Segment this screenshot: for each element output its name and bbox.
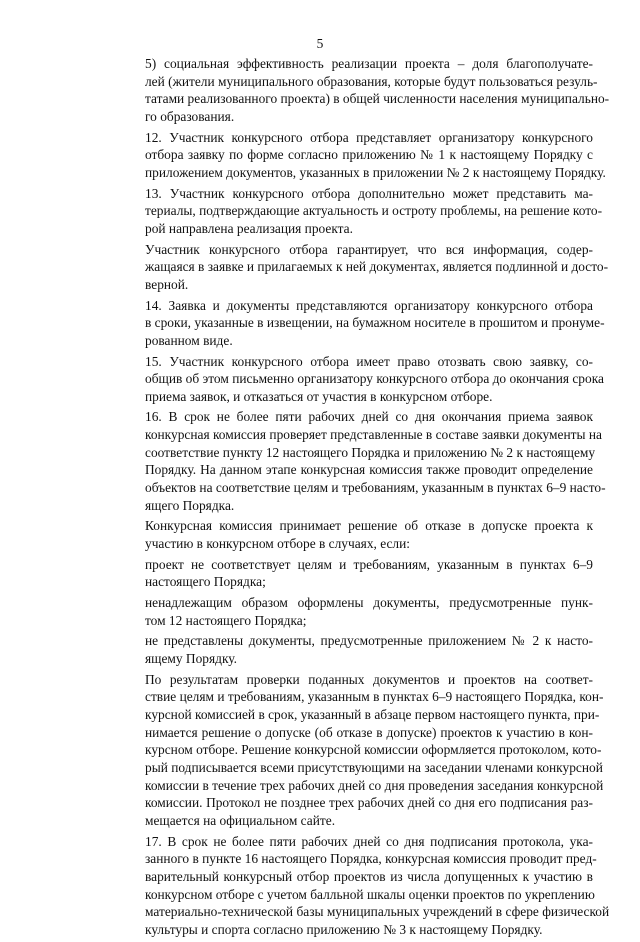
text-line: материально-технической базы муниципальных учреждений в сфере физической	[145, 904, 610, 920]
text-line: 12. Участник конкурсного отбора представляет организатору конкурсного	[145, 129, 593, 145]
text-line: отбора заявку по форме согласно приложению № 1 к настоящему Порядку с	[145, 147, 593, 163]
text-line: По результатам проверки поданных документов и проектов на соответ-	[145, 671, 593, 687]
text-line: ствие целям и требованиям, указанным в пунктах 6–9 настоящего Порядка, кон-	[145, 689, 604, 705]
text-line: верной.	[145, 276, 189, 292]
text-line: 13. Участник конкурсного отбора дополнительно может представить ма-	[145, 185, 593, 201]
text-line: нимается решение о допуске (об отказе в допуске) проектов к участию в кон-	[145, 724, 593, 740]
text-line: рой направлена реализация проекта.	[145, 220, 353, 236]
text-line: ящего Порядка.	[145, 497, 235, 513]
text-line: в сроки, указанные в извещении, на бумажном носителе в прошитом и пронуме-	[145, 315, 605, 331]
paragraph	[107, 55, 610, 126]
text-line: не представлены документы, предусмотренные приложением № 2 к насто-	[145, 633, 593, 649]
text-line: конкурсном отборе с учетом балльной шкалы оценки проектов по укреплению	[145, 886, 595, 902]
text-line: настоящего Порядка;	[145, 574, 266, 590]
text-line: варительный конкурсный отбор проектов из числа допущенных к участию в	[145, 868, 593, 884]
text-line: 17. В срок не более пяти рабочих дней со дня подписания протокола, ука-	[145, 833, 593, 849]
paragraph	[107, 556, 593, 591]
text-line: проект не соответствует целям и требованиям, указанным в пунктах 6–9	[145, 556, 593, 572]
paragraph	[107, 129, 606, 182]
paragraph	[107, 241, 609, 294]
text-line: Порядку. На данном этапе конкурсная комиссия также проводит определение	[145, 462, 593, 478]
document-body	[107, 55, 610, 942]
text-line: общив об этом письменно организатору конкурсного отбора до окончания срока	[145, 371, 604, 387]
paragraph	[107, 833, 610, 939]
paragraph	[107, 408, 606, 514]
text-line: занного в пункте 16 настоящего Порядка, конкурсная комиссия проводит пред-	[145, 851, 597, 867]
text-line: Участник конкурсного отбора гарантирует, что вся информация, содер-	[145, 241, 593, 257]
text-line: 16. В срок не более пяти рабочих дней со дня окончания приема заявок	[145, 409, 593, 425]
text-line: татами реализованного проекта) в общей численности населения муниципально-	[145, 91, 610, 107]
text-line: соответствие пункту 12 настоящего Порядка и приложению № 2 к настоящему	[145, 444, 596, 460]
text-line: ненадлежащим образом оформлены документы, предусмотренные пунк-	[145, 595, 593, 611]
text-line: Конкурсная комиссия принимает решение об отказе в допуске проекта к	[145, 518, 593, 534]
text-line: курсном отборе. Решение конкурсной комиссии оформляется протоколом, кото-	[145, 742, 602, 758]
paragraph	[107, 671, 604, 830]
text-line: комиссии в течение трех рабочих дней со дня проведения заседания конкурсной	[145, 777, 604, 793]
text-line: культуры и спорта согласно приложению № 3 к настоящему Порядку.	[145, 921, 543, 937]
page-number: 5	[316, 36, 324, 51]
text-line: лей (жители муниципального образования, которые будут пользоваться резуль-	[145, 73, 598, 89]
text-line: 14. Заявка и документы представляются организатору конкурсного отбора	[145, 297, 593, 313]
text-line: 15. Участник конкурсного отбора имеет право отозвать свою заявку, со-	[145, 353, 593, 369]
text-line: том 12 настоящего Порядка;	[145, 612, 307, 628]
text-line: приема заявок, и отказаться от участия в конкурсном отборе.	[145, 388, 493, 404]
text-line: го образования.	[145, 108, 235, 124]
text-line: жащаяся в заявке и прилагаемых к ней документах, является подлинной и досто-	[145, 259, 609, 275]
text-line: мещается на официальном сайте.	[145, 812, 336, 828]
text-line: конкурсная комиссия проверяет представленные в составе заявки документы на	[145, 427, 602, 443]
text-line: комиссии. Протокол не позднее трех рабочих дней со дня его подписания раз-	[145, 795, 593, 811]
text-line: рый подписывается всеми присутствующими на заседании членами конкурсной	[145, 759, 603, 775]
paragraph	[107, 632, 593, 667]
text-line: объектов на соответствие целям и требованиям, указанным в пунктах 6–9 насто-	[145, 480, 606, 496]
text-line: приложением документов, указанных в приложении № 2 к настоящему Порядку.	[145, 164, 606, 180]
paragraph	[107, 185, 603, 238]
text-line: рованном виде.	[145, 332, 233, 348]
text-line: териалы, подтверждающие актуальность и остроту проблемы, на решение кото-	[145, 203, 603, 219]
text-line: ящему Порядку.	[145, 651, 237, 666]
paragraph	[107, 517, 593, 552]
text-line: 5) социальная эффективность реализации проекта – доля благополучате-	[145, 56, 593, 71]
text-line: участию в конкурсном отборе в случаях, если:	[145, 536, 410, 552]
paragraph	[107, 353, 604, 406]
text-line: курсной комиссией в срок, указанный в абзаце первом настоящего пункта, при-	[145, 706, 600, 722]
paragraph	[107, 594, 593, 629]
paragraph	[107, 297, 605, 350]
